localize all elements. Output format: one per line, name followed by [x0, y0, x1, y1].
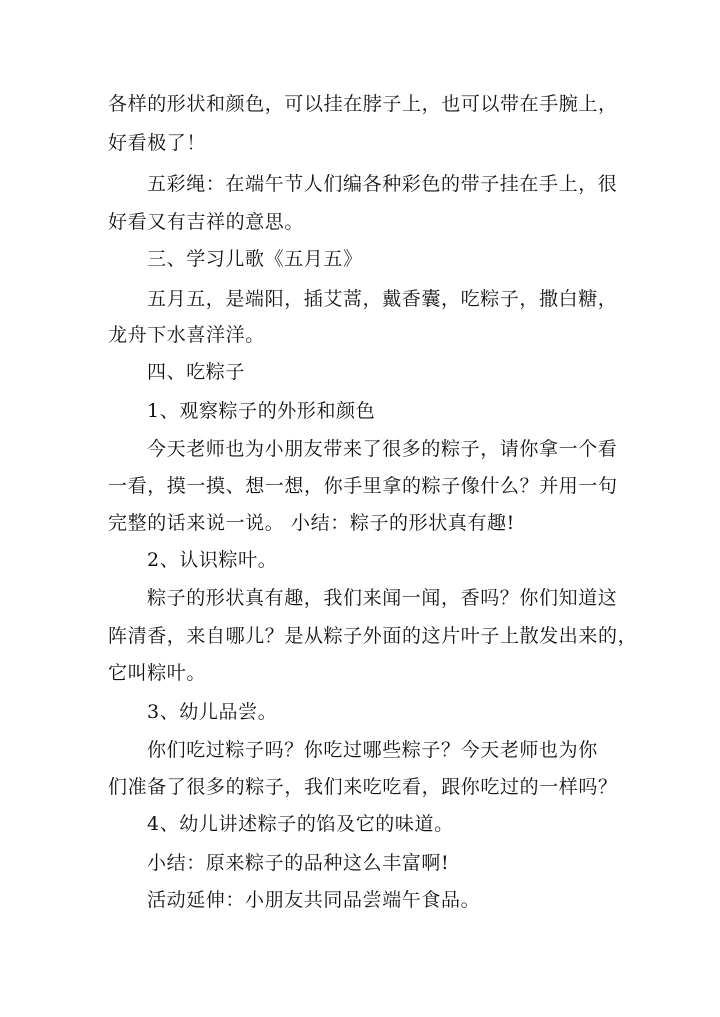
subsection-heading: 3、幼儿品尝。	[147, 701, 278, 723]
text-line: 五月五，是端阳，插艾蒿，戴香囊，吃粽子，撒白糖，	[147, 288, 618, 310]
text-line: 各样的形状和颜色，可以挂在脖子上，也可以带在手腕上，	[108, 93, 618, 115]
text-line: 活动延伸：小朋友共同品尝端午食品。	[147, 889, 481, 911]
text-line: 好看又有吉祥的意思。	[108, 211, 305, 233]
section-heading: 三、学习儿歌《五月五》	[147, 248, 363, 270]
subsection-heading: 4、幼儿讲述粽子的馅及它的味道。	[147, 813, 454, 835]
text-line: 好看极了！	[108, 132, 207, 154]
subsection-heading: 2、认识粽叶。	[147, 549, 278, 571]
text-line: 完整的话来说一说。 小结：粽子的形状真有趣!	[108, 512, 515, 534]
text-line: 你们吃过粽子吗？你吃过哪些粽子？今天老师也为你	[147, 739, 598, 761]
text-line: 五彩绳：在端午节人们编各种彩色的带子挂在手上，很	[147, 173, 618, 195]
text-line: 阵清香，来自哪儿？是从粽子外面的这片叶子上散发出来的，	[108, 625, 638, 647]
summary-line: 小结：原来粽子的品种这么丰富啊!	[147, 852, 450, 874]
text-line: 们准备了很多的粽子，我们来吃吃看，跟你吃过的一样吗？	[108, 776, 618, 798]
text-line: 一看，摸一摸、想一想，你手里拿的粽子像什么？并用一句	[108, 475, 618, 497]
text-line: 它叫粽叶。	[108, 662, 207, 684]
text-line: 今天老师也为小朋友带来了很多的粽子，请你拿一个看	[147, 438, 618, 460]
text-line: 粽子的形状真有趣，我们来闻一闻，香吗？你们知道这	[147, 587, 618, 609]
text-line: 龙舟下水喜洋洋。	[108, 324, 265, 346]
section-heading: 四、吃粽子	[147, 361, 246, 383]
subsection-heading: 1、观察粽子的外形和颜色	[147, 400, 376, 422]
